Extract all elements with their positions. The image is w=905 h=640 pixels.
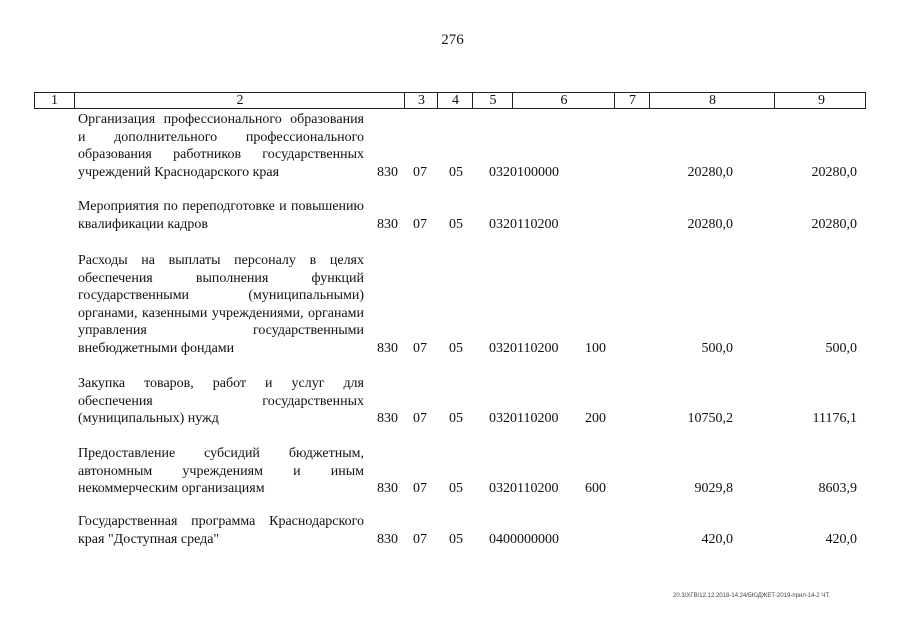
header-col-1: 1 [51,93,58,108]
row-razdel: 07 [413,481,427,497]
row-name: Организация профессионального образования и дополнительного профессионального образования работников государственных учреждений Краснодарского края [78,112,364,180]
footer-file-note: 20.3/ХГВ/12.12.2018-14:24/БЮДЖЕТ-2019-прил-14-2 ЧТ. [673,593,831,599]
row-ved: 830 [377,481,398,497]
row-podrazdel: 05 [449,531,463,547]
header-col-4: 4 [437,93,473,108]
header-col-2: 2 [74,93,405,108]
row-sum-2: 20280,0 [811,216,857,232]
row-csr: 0400000000 [489,531,559,547]
row-name: Расходы на выплаты персоналу в целях обеспечения выполнения функций государственными (муниципальными) органами, казенными учреждениями, органами управления государственными внебюджетными фондами [78,253,364,356]
row-podrazdel: 05 [449,481,463,497]
row-razdel: 07 [413,411,427,427]
row-podrazdel: 05 [449,216,463,232]
row-ved: 830 [377,341,398,356]
row-sum-1: 20280,0 [687,164,733,180]
row-sum-2: 8603,9 [818,481,857,497]
row-podrazdel: 05 [449,411,463,427]
row-razdel: 07 [413,531,427,547]
row-razdel: 07 [413,216,427,232]
page-number: 276 [441,32,464,48]
table-header-row [34,92,866,109]
row-ved: 830 [377,531,398,547]
row-sum-1: 500,0 [701,341,733,356]
row-vr: 200 [585,411,606,427]
row-name: Государственная программа Краснодарского края "Доступная среда" [78,514,364,547]
row-name: Предоставление субсидий бюджетным, автономным учреждениям и иным некоммерческим организациям [78,446,364,497]
row-sum-1: 10750,2 [687,411,733,427]
row-csr: 0320110200 [489,481,559,497]
row-vr: 100 [585,341,606,356]
row-sum-2: 20280,0 [811,164,857,180]
row-ved: 830 [377,216,398,232]
row-csr: 0320100000 [489,164,559,180]
row-razdel: 07 [413,341,427,356]
row-sum-2: 500,0 [825,341,857,356]
row-ved: 830 [377,164,398,180]
row-sum-2: 11176,1 [812,411,857,427]
row-podrazdel: 05 [449,341,463,356]
row-ved: 830 [377,411,398,427]
row-name: Закупка товаров, работ и услуг для обеспечения государственных (муниципальных) нужд [78,376,364,427]
row-sum-1: 9029,8 [694,481,733,497]
row-csr: 0320110200 [489,216,559,232]
header-col-5: 5 [472,93,513,108]
row-razdel: 07 [413,164,427,180]
row-vr: 600 [585,481,606,497]
header-col-7: 7 [614,93,650,108]
row-csr: 0320110200 [489,341,559,356]
row-podrazdel: 05 [449,164,463,180]
row-csr: 0320110200 [489,411,559,427]
header-col-3: 3 [404,93,438,108]
row-sum-1: 420,0 [701,531,733,547]
row-name: Мероприятия по переподготовке и повышению квалификации кадров [78,199,364,232]
row-sum-1: 20280,0 [687,216,733,232]
side-page-mark [0,597,1,617]
header-col-6: 6 [512,93,615,108]
row-sum-2: 420,0 [825,531,857,547]
header-col-9: 9 [774,93,868,108]
header-col-8: 8 [649,93,775,108]
